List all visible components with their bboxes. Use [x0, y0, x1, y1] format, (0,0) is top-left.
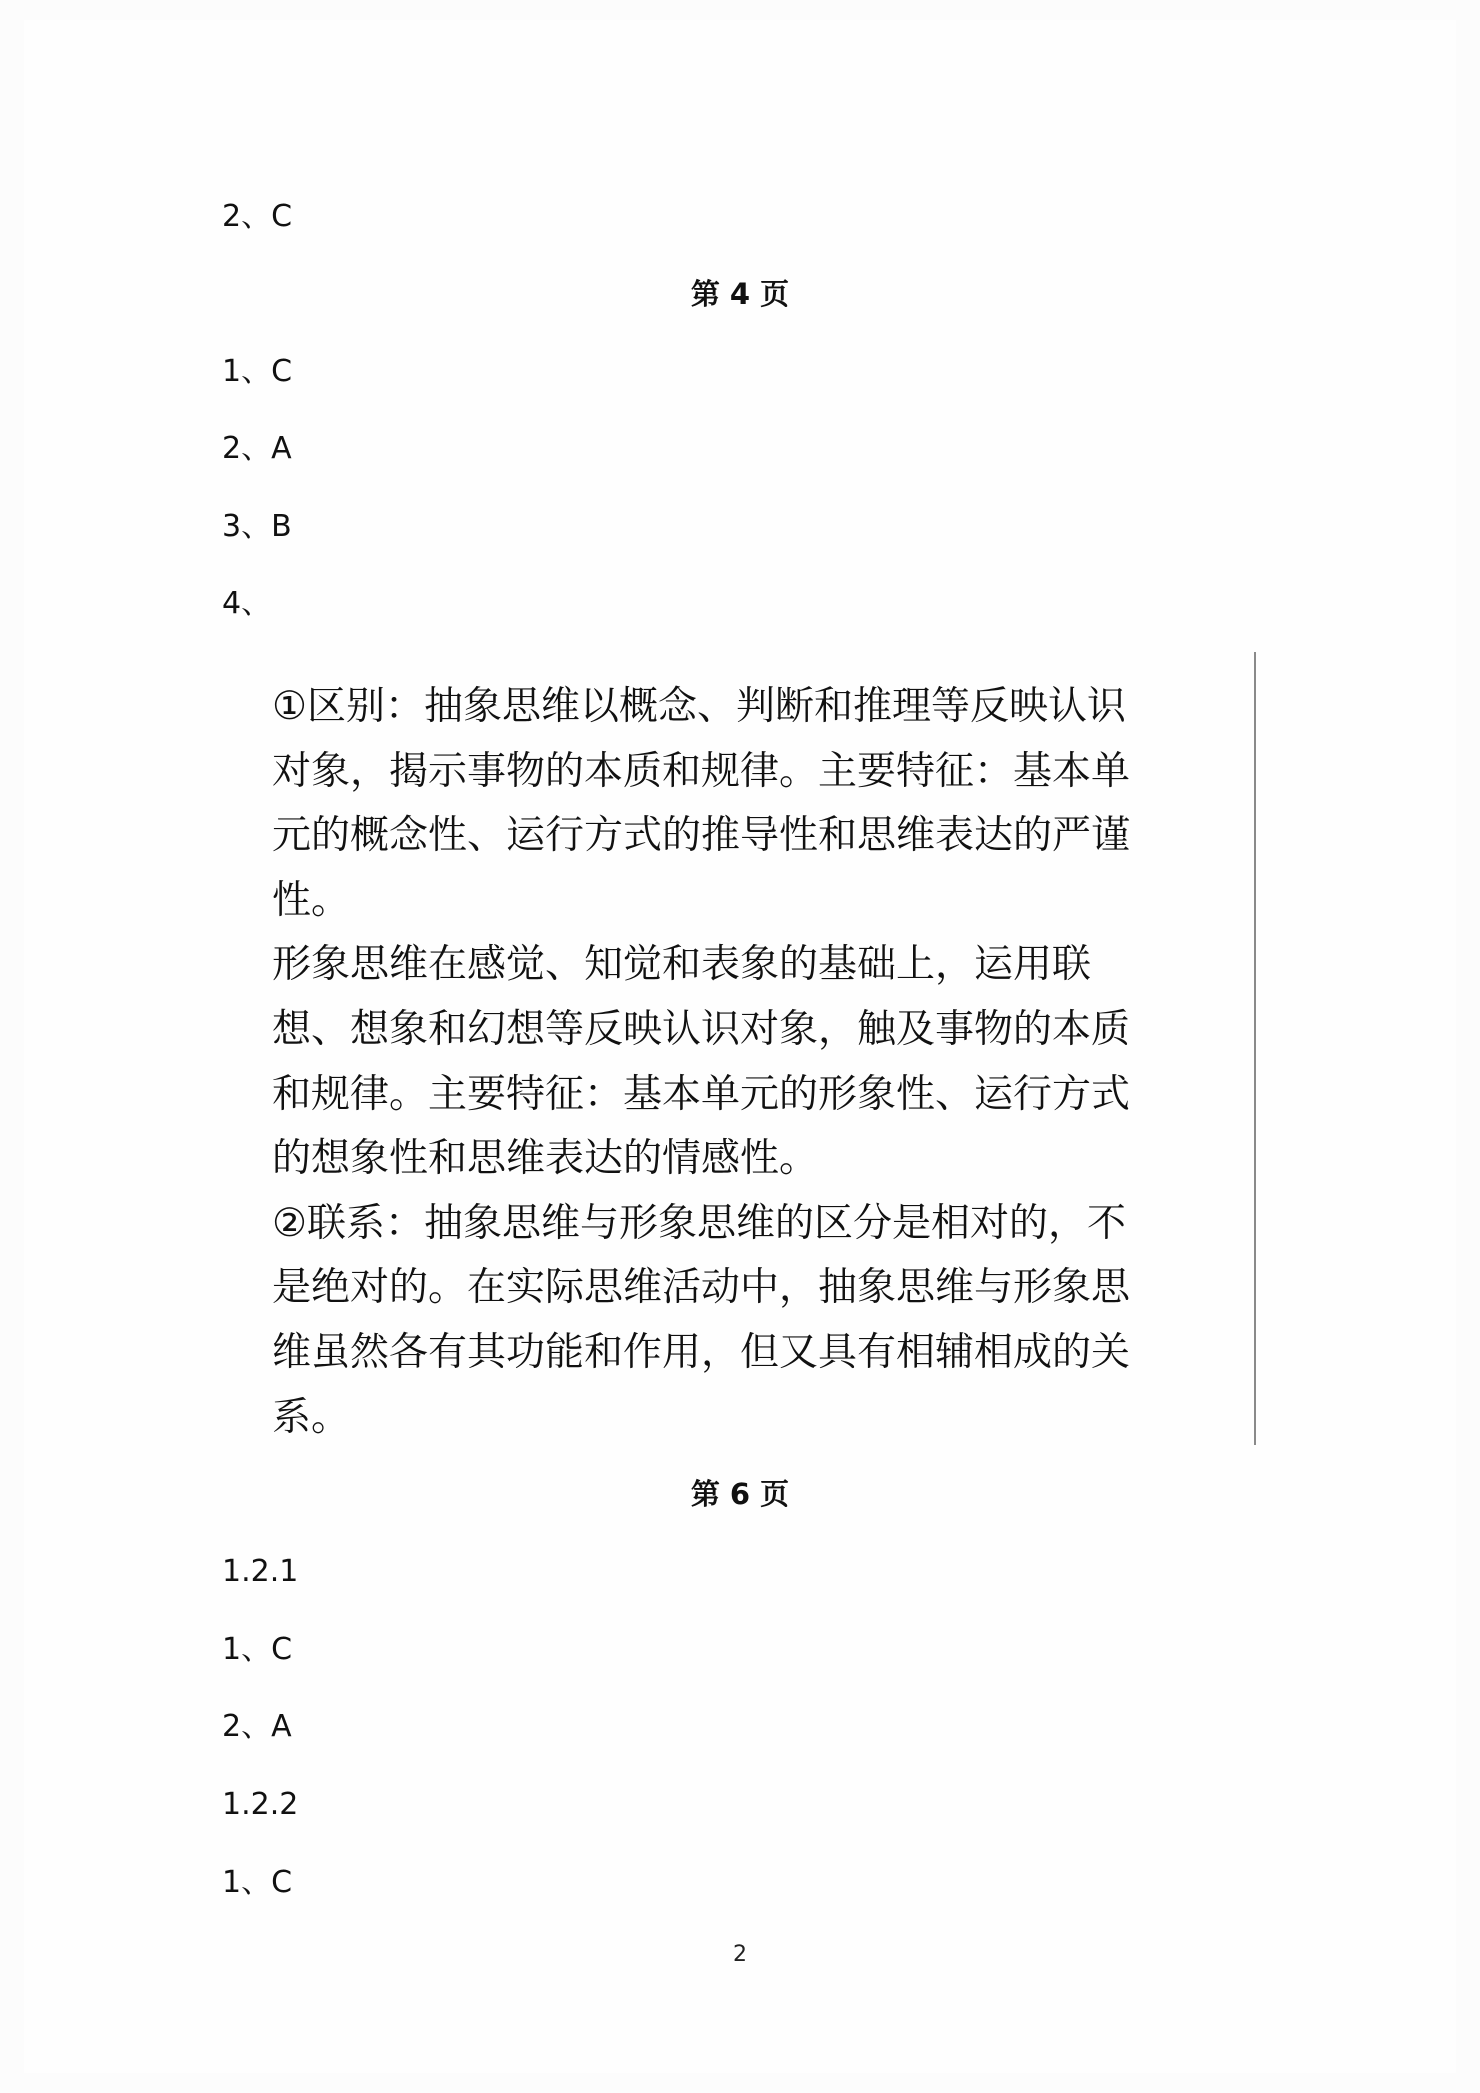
answer-item: 1.2.2 [222, 1787, 299, 1822]
answer-text-block [272, 675, 1172, 1450]
answer-text-line: 对象，揭示事物的本质和规律。主要特征：基本单 [272, 748, 1131, 794]
answer-text-line: 维虽然各有其功能和作用，但又具有相辅相成的关 [272, 1329, 1131, 1375]
section-heading-page-4: 第 4 页 [690, 277, 790, 311]
answer-item: 3、B [222, 509, 292, 544]
answer-text-line: ①区别：抽象思维以概念、判断和推理等反映认识 [272, 684, 1126, 729]
answer-item: 2、C [222, 199, 293, 234]
section-heading-page-6: 第 6 页 [690, 1477, 790, 1511]
answer-item: 2、A [222, 431, 292, 466]
vertical-rule [1254, 652, 1256, 1445]
answer-item: 1、C [222, 1865, 293, 1900]
answer-text-line: 是绝对的。在实际思维活动中，抽象思维与形象思 [272, 1265, 1131, 1311]
answer-text-line: 的想象性和思维表达的情感性。 [272, 1136, 819, 1182]
answer-text-line: ②联系：抽象思维与形象思维的区分是相对的，不 [272, 1200, 1126, 1246]
answer-text-line: 想、想象和幻想等反映认识对象，触及事物的本质 [272, 1006, 1131, 1052]
answer-item: 1.2.1 [222, 1554, 299, 1589]
answer-text-line: 和规律。主要特征：基本单元的形象性、运行方式 [272, 1071, 1131, 1117]
answer-item: 4、 [222, 586, 272, 621]
answer-item: 1、C [222, 354, 293, 389]
answer-item: 1、C [222, 1632, 293, 1667]
answer-text-line: 形象思维在感觉、知觉和表象的基础上，运用联 [272, 942, 1092, 988]
answer-text-line: 性。 [272, 877, 351, 923]
page-number: 2 [733, 1942, 747, 1967]
answer-text-line: 系。 [272, 1394, 351, 1440]
answer-text-line: 元的概念性、运行方式的推导性和思维表达的严谨 [272, 813, 1131, 859]
answer-item: 2、A [222, 1709, 292, 1744]
